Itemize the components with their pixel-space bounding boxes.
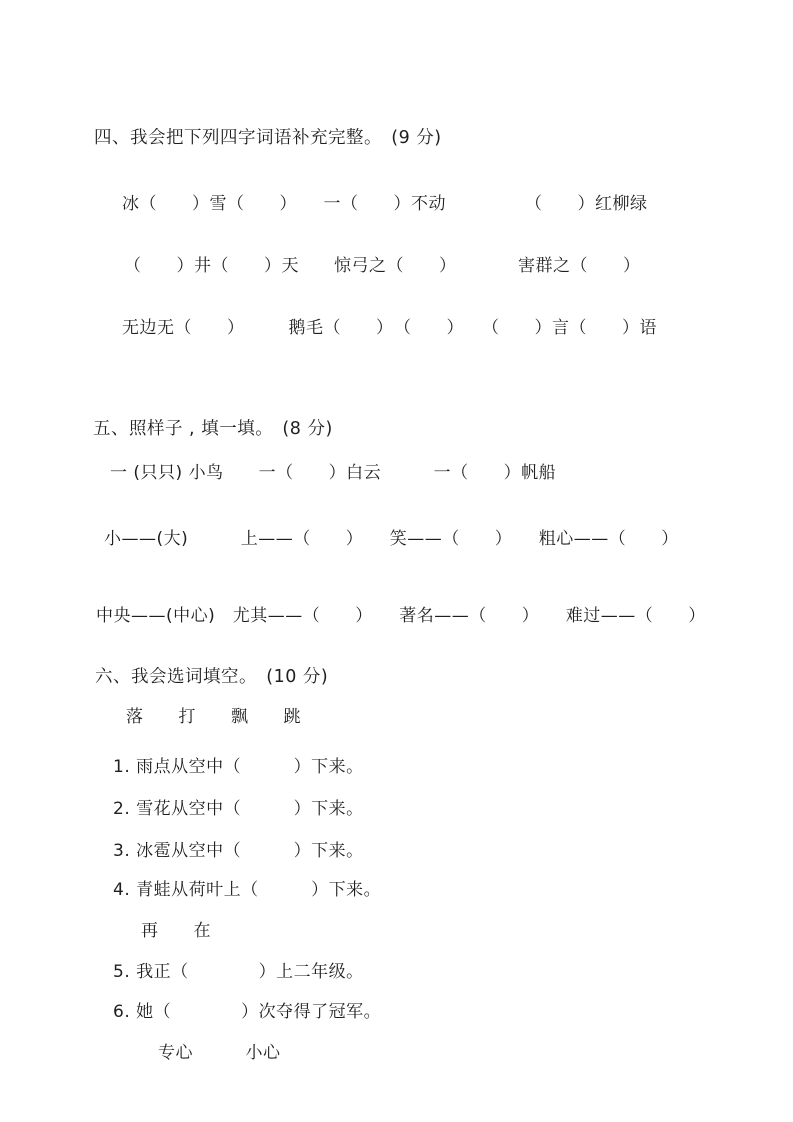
idiom-blank-row-1: 冰（ ）雪（ ） 一（ ）不动 （ ）红柳绿: [122, 194, 648, 214]
question-item-3: 3. 冰雹从空中（ ）下来。: [113, 841, 364, 861]
section-five-heading: 五、照样子 , 填一填。 (8 分): [93, 419, 333, 439]
question-item-5: 5. 我正（ ）上二年级。: [113, 962, 364, 982]
question-item-4: 4. 青蛙从荷叶上（ ）下来。: [113, 880, 382, 900]
section-six-heading: 六、我会选词填空。 (10 分): [95, 667, 329, 687]
antonym-row: 小——(大) 上——（ ） 笑——（ ） 粗心——（ ）: [104, 529, 679, 549]
idiom-blank-row-3: 无边无（ ） 鹅毛（ ） （ ） （ ）言（ ）语: [122, 318, 657, 338]
section-four-heading: 四、我会把下列四字词语补充完整。 (9 分): [94, 128, 442, 148]
question-item-1: 1. 雨点从空中（ ）下来。: [113, 757, 364, 777]
word-bank-xin: 专心 小心: [158, 1043, 281, 1063]
idiom-blank-row-2: （ ）井（ ）天 惊弓之（ ） 害群之（ ）: [124, 256, 641, 276]
word-bank-zai: 再 在: [141, 921, 211, 941]
question-item-2: 2. 雪花从空中（ ）下来。: [113, 799, 364, 819]
measure-word-row: 一 (只只) 小鸟 一（ ）白云 一（ ）帆船: [110, 463, 557, 483]
word-bank-verbs: 落 打 飘 跳: [126, 707, 301, 727]
synonym-row: 中央——(中心) 尤其——（ ） 著名——（ ） 难过——（ ）: [96, 606, 706, 626]
question-item-6: 6. 她（ ）次夺得了冠军。: [113, 1002, 382, 1022]
